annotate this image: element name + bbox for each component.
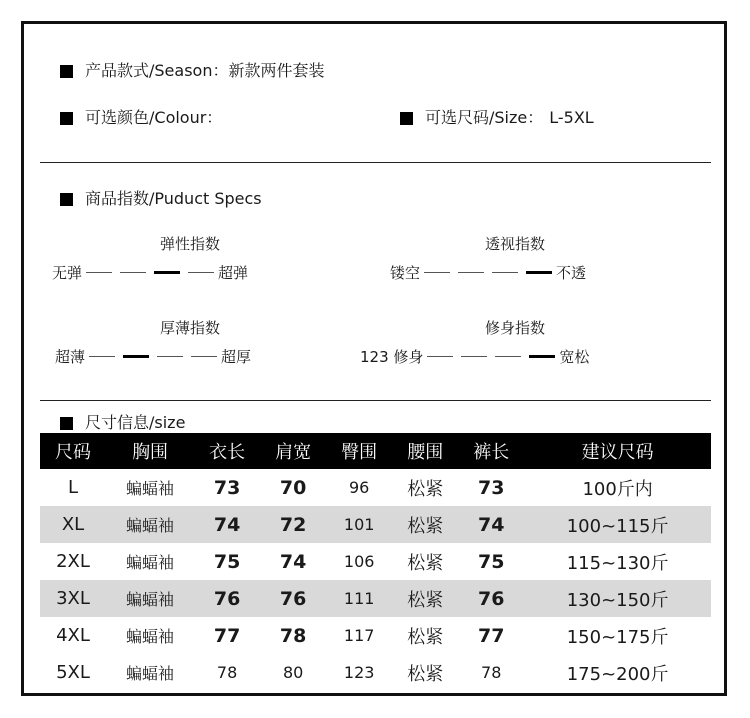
bullet-icon [60,417,73,430]
size-cell: 3XL [40,580,106,617]
size-table-header [40,433,711,469]
table-row [40,580,711,617]
size-cell: L [68,477,79,498]
scale-right-label: 不透 [556,264,587,282]
header-cell: 肩宽 [260,433,326,469]
table-row [40,469,711,506]
length-cell: 74 [194,506,260,543]
size-value: L-5XL [549,108,594,127]
recommended-size-cell: 150~175斤 [566,626,669,648]
chest-cell: 蝙蝠袖 [126,553,175,572]
size-cell: 5XL [56,662,90,683]
waist-cell: 松紧 [407,626,444,648]
header-cell: 建议尺码 [524,433,711,469]
size-cell: 2XL [56,551,90,572]
season-row [60,58,324,81]
size-label: 可选尺码/Size： [425,108,544,127]
bullet-icon [60,65,73,78]
colour-row [60,105,222,128]
pants-length-cell: 75 [478,550,505,573]
scale-segment [424,272,450,273]
chest-cell: 蝙蝠袖 [126,664,175,683]
hip-cell: 117 [343,626,375,645]
scale-segment [427,356,453,357]
shoulder-cell: 80 [282,663,304,682]
length-cell: 78 [216,663,238,682]
length-cell: 73 [213,476,241,499]
table-row [40,654,711,691]
spec-title-transparency: 透视指数 [484,235,545,253]
size-cell: 4XL [56,625,90,646]
pants-length-cell: 74 [458,506,524,543]
recommended-size-cell: 130~150斤 [524,580,711,617]
waist-cell: 松紧 [407,552,444,574]
shoulder-cell: 76 [260,580,326,617]
scale-segment [492,272,518,273]
waist-cell: 松紧 [407,478,444,500]
chest-cell: 蝙蝠袖 [106,506,194,543]
spec-title-thickness: 厚薄指数 [159,319,220,337]
scale-segment [461,356,487,357]
scale-segment [89,356,115,357]
header-cell: 胸围 [106,433,194,469]
scale-right-label: 超弹 [218,264,249,282]
scale-left-label: 镂空 [390,264,421,282]
scale-segment [458,272,484,273]
recommended-size-cell: 100~115斤 [524,506,711,543]
scale-right-label: 宽松 [559,348,590,366]
header-cell: 裤长 [458,433,524,469]
shoulder-cell: 72 [260,506,326,543]
scale-segment-active [154,271,180,274]
shoulder-cell: 78 [279,624,307,647]
specs-heading [60,186,262,209]
size-table [40,433,711,691]
scale-segment [188,272,214,273]
spec-scale-fit [360,346,589,367]
header-cell: 衣长 [194,433,260,469]
bullet-icon [60,193,73,206]
length-cell: 77 [213,624,241,647]
scale-segment [495,356,521,357]
pants-length-cell: 78 [481,663,502,682]
scale-segment-active [123,355,149,358]
scale-left-label: 无弹 [52,264,83,282]
header-cell: 腰围 [392,433,458,469]
spec-scale-thickness [55,346,251,367]
chest-cell: 蝙蝠袖 [106,580,194,617]
colour-label: 可选颜色/Colour： [85,108,223,127]
hip-cell: 106 [343,552,375,571]
scale-right-label: 超厚 [221,348,252,366]
spec-scale-transparency [390,262,586,283]
table-row [40,543,711,580]
scale-segment-active [529,355,555,358]
season-label: 产品款式/Season： [85,61,229,80]
size-cell: XL [40,506,106,543]
recommended-size-cell: 175~200斤 [566,663,669,685]
size-row [400,105,594,128]
hip-cell: 111 [326,580,392,617]
bullet-icon [400,112,413,125]
bullet-icon [60,112,73,125]
length-cell: 76 [194,580,260,617]
table-row [40,506,711,543]
scale-segment-active [526,271,552,274]
shoulder-cell: 74 [279,550,307,573]
specs-title: 商品指数/Puduct Specs [85,189,262,208]
table-row [40,617,711,654]
hip-cell: 96 [348,478,370,497]
chest-cell: 蝙蝠袖 [126,627,175,646]
waist-cell: 松紧 [392,506,458,543]
shoulder-cell: 70 [279,476,307,499]
waist-cell: 松紧 [407,663,444,685]
size-table-title: 尺寸信息/size [85,413,186,432]
scale-segment [120,272,146,273]
header-cell: 臀围 [326,433,392,469]
spec-scale-elasticity [52,262,248,283]
season-value: 新款两件套装 [228,61,325,80]
chest-cell: 蝙蝠袖 [126,479,175,498]
recommended-size-cell: 100斤内 [582,478,653,500]
divider [40,400,711,401]
recommended-size-cell: 115~130斤 [566,552,669,574]
pants-length-cell: 73 [478,476,505,499]
scale-segment [191,356,217,357]
scale-left-label: 123 修身 [360,348,424,366]
waist-cell: 松紧 [392,580,458,617]
scale-left-label: 超薄 [55,348,86,366]
size-table-heading [60,410,185,433]
header-cell: 尺码 [40,433,106,469]
hip-cell: 123 [343,663,375,682]
pants-length-cell: 77 [478,624,505,647]
length-cell: 75 [213,550,241,573]
divider [40,162,711,163]
hip-cell: 101 [326,506,392,543]
scale-segment [157,356,183,357]
scale-segment [86,272,112,273]
spec-title-elasticity: 弹性指数 [159,235,220,253]
pants-length-cell: 76 [458,580,524,617]
spec-title-fit: 修身指数 [484,319,545,337]
